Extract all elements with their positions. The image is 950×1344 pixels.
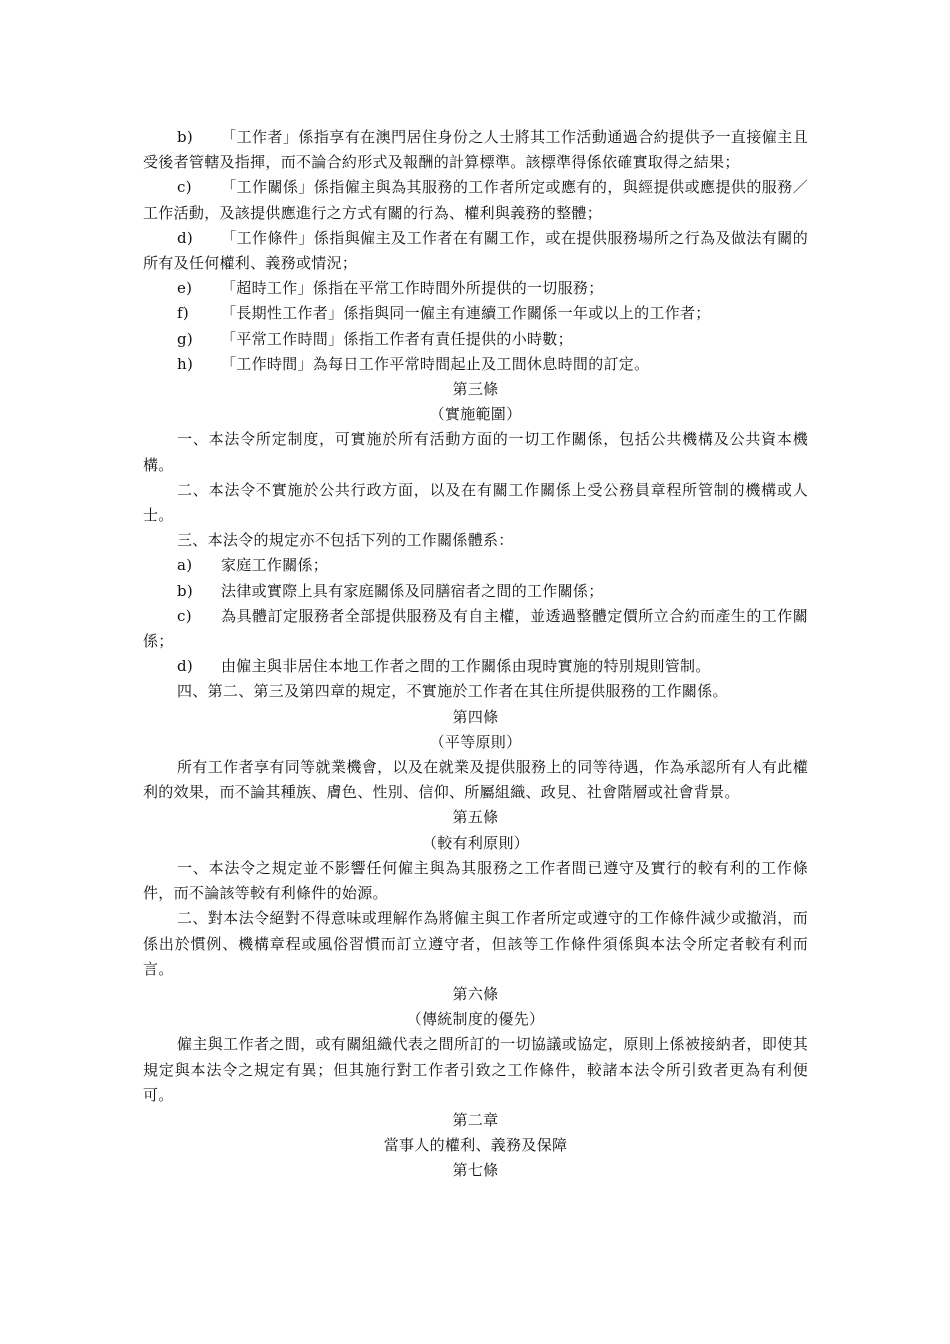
definition-item-e xyxy=(143,276,808,301)
definition-item-b xyxy=(143,125,808,175)
article-7-heading: 第七條 xyxy=(452,1161,499,1180)
item-label: c) xyxy=(177,178,192,197)
item-text: 由僱主與非居住本地工作者之間的工作關係由現時實施的特別規則管制。 xyxy=(221,657,711,676)
article-5-paragraph-1: 一、本法令之規定並不影響任何僱主與為其服務之工作者間已遵守及實行的較有利的工作條件，而不論該等較有利條件的始源。 xyxy=(143,858,808,903)
item-label: g) xyxy=(177,329,194,348)
item-label: d) xyxy=(177,657,194,676)
article-3-paragraph-1: 一、本法令所定制度，可實施於所有活動方面的一切工作關係，包括公共機構及公共資本機構。 xyxy=(143,430,808,474)
article-4-subtitle: （平等原則） xyxy=(429,732,522,751)
article-6-paragraph-1: 僱主與工作者之間，或有關組織代表之間所訂的一切協議或協定，原則上係被接納者，即使其規定與本法令之規定有異；但其施行對工作者引致之工作條件，較諸本法令所引致者更為有利便可。 xyxy=(143,1035,808,1104)
article-4-heading: 第四條 xyxy=(452,707,499,726)
item-text: 「長期性工作者」係指與同一僱主有連續工作關係一年或以上的工作者； xyxy=(221,304,711,323)
item-label: d) xyxy=(177,228,194,247)
chapter-2-heading: 第二章 xyxy=(452,1110,499,1129)
item-label: b) xyxy=(177,128,194,146)
item-text: 法律或實際上具有家庭關係及同膳宿者之間的工作關係； xyxy=(221,581,604,600)
item-text: 「工作條件」係指與僱主及工作者在有關工作，或在提供服務場所之行為及做法有關的所有及任何權利、義務或情況； xyxy=(143,228,808,273)
document-page xyxy=(143,125,808,1184)
definition-item-c xyxy=(143,175,808,225)
article-6-subtitle: （傳統制度的優先） xyxy=(406,1010,545,1029)
article-3-item-c xyxy=(143,604,808,654)
item-label: h) xyxy=(177,354,194,373)
article-5-subtitle: （較有利原則） xyxy=(421,833,530,852)
item-label: e) xyxy=(177,279,193,298)
item-label: f) xyxy=(177,304,190,323)
article-5-paragraph-2: 二、對本法令絕對不得意味或理解作為將僱主與工作者所定或遵守的工作條件減少或撤消，而係出於慣例、機構章程或風俗習慣而訂立遵守者，但該等工作條件須係與本法令所定者較有利而言。 xyxy=(143,909,808,978)
article-3-paragraph-3: 三、本法令的規定亦不包括下列的工作關係體系： xyxy=(177,531,514,550)
article-4-paragraph-1: 所有工作者享有同等就業機會，以及在就業及提供服務上的同等待遇，作為承認所有人有此權利的效果，而不論其種族、膚色、性別、信仰、所屬組織、政見、社會階層或社會背景。 xyxy=(143,758,808,802)
article-3-paragraph-2: 二、本法令不實施於公共行政方面，以及在有關工作關係上受公務員章程所管制的機構或人士。 xyxy=(143,480,808,525)
item-text: 為具體訂定服務者全部提供服務及有自主權，並透過整體定價所立合約而產生的工作關係； xyxy=(143,606,808,651)
article-3-subtitle: （實施範圍） xyxy=(429,405,522,424)
article-3-heading: 第三條 xyxy=(452,380,499,399)
item-text: 「工作時間」為每日工作平常時間起止及工間休息時間的訂定。 xyxy=(221,354,650,373)
definition-item-h xyxy=(143,352,808,377)
item-text: 「超時工作」係指在平常工作時間外所提供的一切服務； xyxy=(221,279,604,298)
item-label: a) xyxy=(177,556,193,575)
article-6-heading: 第六條 xyxy=(452,984,499,1003)
definition-item-d xyxy=(143,226,808,276)
definition-item-g xyxy=(143,327,808,352)
chapter-2-title: 當事人的權利、義務及保障 xyxy=(383,1136,568,1155)
item-label: c) xyxy=(177,606,192,625)
definition-item-f xyxy=(143,301,808,326)
article-3-item-a xyxy=(143,553,808,578)
article-3-item-b xyxy=(143,579,808,604)
item-text: 「工作者」係指享有在澳門居住身份之人士將其工作活動通過合約提供予一直接僱主且受後者管轄及指揮，而不論合約形式及報酬的計算標準。該標準得係依確實取得之結果； xyxy=(143,128,808,172)
item-label: b) xyxy=(177,581,194,600)
item-text: 「平常工作時間」係指工作者有責任提供的小時數； xyxy=(221,329,573,348)
article-3-item-d xyxy=(143,654,808,679)
item-text: 家庭工作關係； xyxy=(221,556,329,575)
article-5-heading: 第五條 xyxy=(452,808,499,827)
item-text: 「工作關係」係指僱主與為其服務的工作者所定或應有的，與經提供或應提供的服務／工作活動，及該提供應進行之方式有關的行為、權利與義務的整體； xyxy=(143,178,808,222)
article-3-paragraph-4: 四、第二、第三及第四章的規定，不實施於工作者在其住所提供服務的工作關係。 xyxy=(177,682,728,701)
